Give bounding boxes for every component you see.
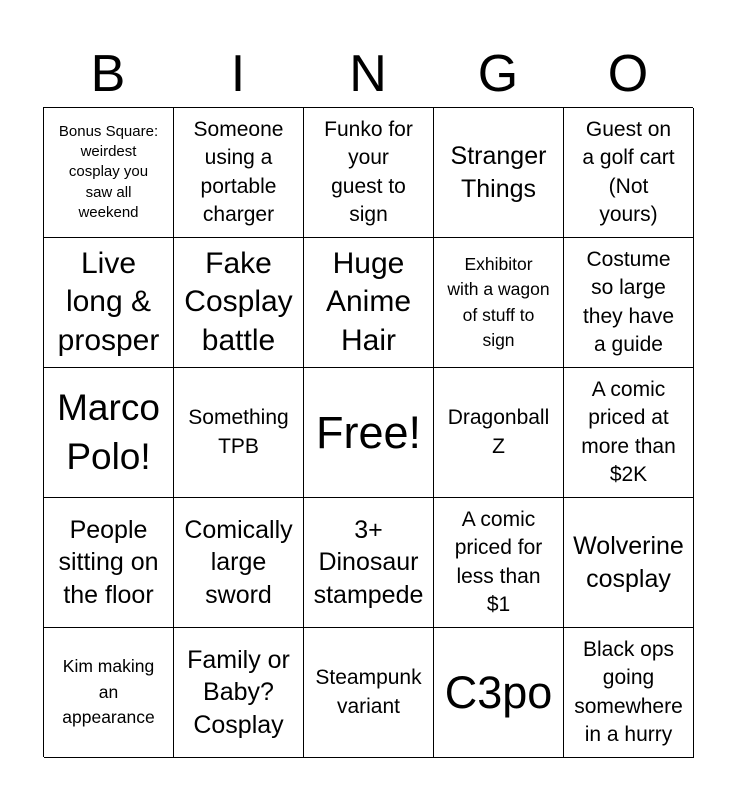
cell-text: Black ops going somewhere in a hurry — [574, 637, 683, 746]
bingo-cell-r3c2[interactable] — [174, 368, 304, 498]
cell-text: Costume so large they have a guide — [582, 247, 675, 356]
cell-text: Fake Cosplay battle — [184, 246, 293, 357]
bingo-cell-r3c1[interactable] — [44, 368, 174, 498]
cell-text: Marco Polo! — [57, 387, 160, 477]
cell-text: A comic priced for less than $1 — [454, 507, 543, 616]
bingo-cell-r4c2[interactable] — [174, 498, 304, 628]
bingo-cell-r1c3[interactable] — [304, 108, 434, 238]
bingo-cell-r4c4[interactable] — [434, 498, 564, 628]
bingo-cell-r2c4[interactable] — [434, 238, 564, 368]
bingo-cell-r1c5[interactable] — [564, 108, 694, 238]
cell-text: Exhibitor with a wagon of stuff to sign — [447, 253, 550, 350]
cell-text: Free! — [315, 406, 422, 458]
header-letter-g: G — [477, 45, 519, 103]
header-letter-i: I — [230, 45, 246, 103]
bingo-cell-r1c4[interactable] — [434, 108, 564, 238]
bingo-cell-r3c5[interactable] — [564, 368, 694, 498]
bingo-cell-r2c1[interactable] — [44, 238, 174, 368]
bingo-cell-r5c1[interactable] — [44, 628, 174, 758]
cell-text: Funko for your guest to sign — [324, 117, 413, 226]
bingo-cell-r4c3[interactable] — [304, 498, 434, 628]
bingo-cell-r2c3[interactable] — [304, 238, 434, 368]
cell-text: A comic priced at more than $2K — [581, 377, 676, 486]
cell-text: People sitting on the floor — [58, 515, 159, 609]
cell-text: Bonus Square: weirdest cosplay you saw all weekend — [58, 122, 159, 221]
cell-text: Comically large sword — [184, 515, 293, 609]
cell-text: C3po — [444, 666, 553, 718]
cell-text: Something TPB — [188, 406, 289, 458]
header-letter-b: B — [90, 45, 126, 103]
cell-text: Someone using a portable charger — [193, 117, 284, 226]
cell-text: Guest on a golf cart (Not yours) — [582, 117, 675, 226]
bingo-cell-r4c5[interactable] — [564, 498, 694, 628]
bingo-cell-r4c1[interactable] — [44, 498, 174, 628]
cell-text: Kim making an appearance — [62, 656, 155, 728]
header-letter-n: N — [349, 45, 387, 103]
cell-text: Wolverine cosplay — [573, 532, 684, 593]
bingo-cell-r5c2[interactable] — [174, 628, 304, 758]
cell-text: Live long & prosper — [57, 246, 160, 357]
bingo-cell-r5c5[interactable] — [564, 628, 694, 758]
cell-text: Steampunk variant — [315, 666, 422, 718]
cell-text: Dragonball Z — [447, 406, 550, 458]
bingo-cell-r1c2[interactable] — [174, 108, 304, 238]
bingo-cell-r2c2[interactable] — [174, 238, 304, 368]
cell-text: Stranger Things — [450, 142, 547, 203]
bingo-grid — [43, 107, 693, 757]
bingo-cell-r3c3[interactable] — [304, 368, 434, 498]
cell-text: Family or Baby? Cosplay — [187, 645, 290, 739]
bingo-cell-r5c3[interactable] — [304, 628, 434, 758]
bingo-cell-r2c5[interactable] — [564, 238, 694, 368]
header-letter-o: O — [607, 45, 649, 103]
bingo-cell-r3c4[interactable] — [434, 368, 564, 498]
bingo-cell-r1c1[interactable] — [44, 108, 174, 238]
bingo-cell-r5c4[interactable] — [434, 628, 564, 758]
bingo-header — [43, 40, 693, 108]
cell-text: 3+ Dinosaur stampede — [313, 515, 424, 609]
cell-text: Huge Anime Hair — [325, 246, 412, 357]
